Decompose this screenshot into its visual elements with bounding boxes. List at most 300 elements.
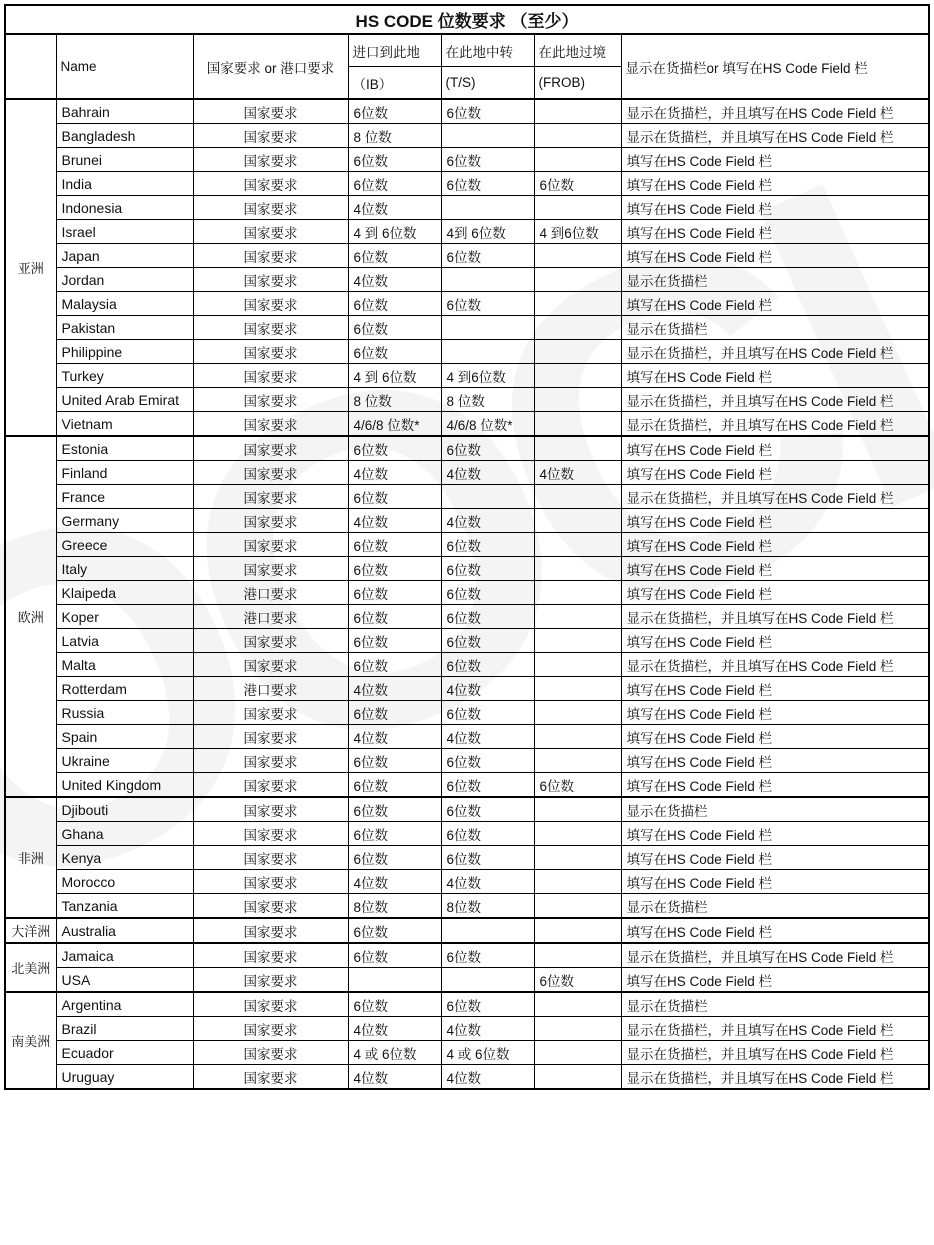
- header-row-1: [5, 34, 929, 67]
- display-rule-cell: 填写在HS Code Field 栏: [621, 364, 929, 388]
- import-digits-cell: 6位数: [348, 773, 441, 798]
- frob-digits-cell: 6位数: [534, 773, 621, 798]
- requirement-cell: 国家要求: [193, 1041, 348, 1065]
- display-rule-cell: 填写在HS Code Field 栏: [621, 220, 929, 244]
- transship-digits-cell: 4 到6位数: [441, 364, 534, 388]
- table-row: [5, 605, 929, 629]
- requirement-cell: 国家要求: [193, 725, 348, 749]
- transship-digits-cell: 6位数: [441, 292, 534, 316]
- frob-digits-cell: [534, 605, 621, 629]
- import-digits-cell: 6位数: [348, 316, 441, 340]
- table-row: [5, 701, 929, 725]
- display-rule-cell: 填写在HS Code Field 栏: [621, 968, 929, 993]
- display-rule-cell: 显示在货描栏，并且填写在HS Code Field 栏: [621, 340, 929, 364]
- requirement-cell: 港口要求: [193, 605, 348, 629]
- frob-digits-cell: [534, 677, 621, 701]
- requirement-cell: 国家要求: [193, 388, 348, 412]
- country-name-cell: Morocco: [56, 870, 193, 894]
- transship-digits-cell: [441, 268, 534, 292]
- requirement-cell: 国家要求: [193, 533, 348, 557]
- country-name-cell: Koper: [56, 605, 193, 629]
- display-rule-cell: 填写在HS Code Field 栏: [621, 244, 929, 268]
- frob-digits-cell: [534, 316, 621, 340]
- frob-digits-cell: [534, 629, 621, 653]
- table-row: [5, 677, 929, 701]
- frob-digits-cell: [534, 485, 621, 509]
- requirement-cell: 国家要求: [193, 653, 348, 677]
- transship-digits-cell: 4位数: [441, 1017, 534, 1041]
- import-digits-cell: 6位数: [348, 992, 441, 1017]
- header-region: [5, 34, 56, 99]
- frob-digits-cell: [534, 653, 621, 677]
- table-row: [5, 1041, 929, 1065]
- import-digits-cell: 4位数: [348, 1065, 441, 1090]
- transship-digits-cell: 6位数: [441, 605, 534, 629]
- requirement-cell: 国家要求: [193, 220, 348, 244]
- region-label: 大洋洲: [5, 918, 56, 943]
- frob-digits-cell: [534, 436, 621, 461]
- frob-digits-cell: [534, 533, 621, 557]
- transship-digits-cell: 6位数: [441, 749, 534, 773]
- display-rule-cell: 显示在货描栏，并且填写在HS Code Field 栏: [621, 485, 929, 509]
- requirement-cell: 国家要求: [193, 509, 348, 533]
- frob-digits-cell: [534, 870, 621, 894]
- country-name-cell: Djibouti: [56, 797, 193, 822]
- country-name-cell: France: [56, 485, 193, 509]
- frob-digits-cell: [534, 292, 621, 316]
- display-rule-cell: 显示在货描栏，并且填写在HS Code Field 栏: [621, 124, 929, 148]
- import-digits-cell: 4 到 6位数: [348, 364, 441, 388]
- requirement-cell: 国家要求: [193, 749, 348, 773]
- country-name-cell: Germany: [56, 509, 193, 533]
- requirement-cell: 国家要求: [193, 461, 348, 485]
- requirement-cell: 国家要求: [193, 340, 348, 364]
- header-requirement: 国家要求 or 港口要求: [193, 34, 348, 99]
- transship-digits-cell: 8 位数: [441, 388, 534, 412]
- frob-digits-cell: [534, 581, 621, 605]
- requirement-cell: 国家要求: [193, 172, 348, 196]
- import-digits-cell: 4位数: [348, 1017, 441, 1041]
- requirement-cell: 国家要求: [193, 870, 348, 894]
- transship-digits-cell: 4/6/8 位数*: [441, 412, 534, 437]
- transship-digits-cell: 4位数: [441, 677, 534, 701]
- table-row: [5, 1065, 929, 1090]
- import-digits-cell: 6位数: [348, 605, 441, 629]
- display-rule-cell: 显示在货描栏，并且填写在HS Code Field 栏: [621, 1041, 929, 1065]
- display-rule-cell: 显示在货描栏，并且填写在HS Code Field 栏: [621, 653, 929, 677]
- display-rule-cell: 填写在HS Code Field 栏: [621, 292, 929, 316]
- requirement-cell: 国家要求: [193, 316, 348, 340]
- header-frob-abbr: (FROB): [534, 67, 621, 100]
- table-row: [5, 797, 929, 822]
- import-digits-cell: 8 位数: [348, 124, 441, 148]
- requirement-cell: 国家要求: [193, 797, 348, 822]
- frob-digits-cell: [534, 388, 621, 412]
- import-digits-cell: 6位数: [348, 653, 441, 677]
- hs-code-table: [4, 4, 930, 1090]
- import-digits-cell: 6位数: [348, 244, 441, 268]
- country-name-cell: Bahrain: [56, 99, 193, 124]
- country-name-cell: Italy: [56, 557, 193, 581]
- requirement-cell: 国家要求: [193, 364, 348, 388]
- import-digits-cell: 6位数: [348, 436, 441, 461]
- transship-digits-cell: 6位数: [441, 244, 534, 268]
- transship-digits-cell: 6位数: [441, 822, 534, 846]
- table-row: [5, 557, 929, 581]
- requirement-cell: 国家要求: [193, 268, 348, 292]
- display-rule-cell: 填写在HS Code Field 栏: [621, 148, 929, 172]
- frob-digits-cell: 6位数: [534, 968, 621, 993]
- transship-digits-cell: 6位数: [441, 557, 534, 581]
- table-row: [5, 822, 929, 846]
- import-digits-cell: 6位数: [348, 148, 441, 172]
- country-name-cell: Kenya: [56, 846, 193, 870]
- country-name-cell: Pakistan: [56, 316, 193, 340]
- table-row: [5, 846, 929, 870]
- import-digits-cell: 6位数: [348, 701, 441, 725]
- import-digits-cell: 6位数: [348, 557, 441, 581]
- table-row: [5, 412, 929, 437]
- requirement-cell: 国家要求: [193, 124, 348, 148]
- table-row: [5, 292, 929, 316]
- display-rule-cell: 填写在HS Code Field 栏: [621, 846, 929, 870]
- country-name-cell: Australia: [56, 918, 193, 943]
- country-name-cell: India: [56, 172, 193, 196]
- import-digits-cell: 6位数: [348, 797, 441, 822]
- display-rule-cell: 显示在货描栏: [621, 992, 929, 1017]
- frob-digits-cell: 4 到6位数: [534, 220, 621, 244]
- country-name-cell: Rotterdam: [56, 677, 193, 701]
- requirement-cell: 国家要求: [193, 412, 348, 437]
- frob-digits-cell: [534, 124, 621, 148]
- country-name-cell: Greece: [56, 533, 193, 557]
- transship-digits-cell: 6位数: [441, 99, 534, 124]
- import-digits-cell: 6位数: [348, 292, 441, 316]
- requirement-cell: 国家要求: [193, 894, 348, 919]
- country-name-cell: Uruguay: [56, 1065, 193, 1090]
- table-row: [5, 124, 929, 148]
- requirement-cell: 国家要求: [193, 968, 348, 993]
- display-rule-cell: 填写在HS Code Field 栏: [621, 870, 929, 894]
- frob-digits-cell: [534, 1065, 621, 1090]
- transship-digits-cell: 6位数: [441, 992, 534, 1017]
- display-rule-cell: 填写在HS Code Field 栏: [621, 172, 929, 196]
- import-digits-cell: 6位数: [348, 822, 441, 846]
- transship-digits-cell: [441, 124, 534, 148]
- frob-digits-cell: [534, 412, 621, 437]
- country-name-cell: Brazil: [56, 1017, 193, 1041]
- display-rule-cell: 填写在HS Code Field 栏: [621, 509, 929, 533]
- transship-digits-cell: 6位数: [441, 581, 534, 605]
- table-row: [5, 268, 929, 292]
- transship-digits-cell: 6位数: [441, 773, 534, 798]
- transship-digits-cell: 4位数: [441, 509, 534, 533]
- transship-digits-cell: [441, 340, 534, 364]
- country-name-cell: Philippine: [56, 340, 193, 364]
- table-row: [5, 1017, 929, 1041]
- country-name-cell: Estonia: [56, 436, 193, 461]
- import-digits-cell: 4位数: [348, 725, 441, 749]
- transship-digits-cell: 6位数: [441, 629, 534, 653]
- display-rule-cell: 填写在HS Code Field 栏: [621, 557, 929, 581]
- import-digits-cell: 6位数: [348, 581, 441, 605]
- display-rule-cell: 显示在货描栏，并且填写在HS Code Field 栏: [621, 1017, 929, 1041]
- transship-digits-cell: [441, 918, 534, 943]
- header-display-rule: 显示在货描栏or 填写在HS Code Field 栏: [621, 34, 929, 99]
- table-row: [5, 244, 929, 268]
- display-rule-cell: 填写在HS Code Field 栏: [621, 725, 929, 749]
- header-name: Name: [56, 34, 193, 99]
- requirement-cell: 国家要求: [193, 918, 348, 943]
- table-row: [5, 653, 929, 677]
- display-rule-cell: 填写在HS Code Field 栏: [621, 629, 929, 653]
- header-frob: 在此地过境: [534, 34, 621, 67]
- country-name-cell: Malta: [56, 653, 193, 677]
- country-name-cell: Klaipeda: [56, 581, 193, 605]
- region-label: 南美洲: [5, 992, 56, 1089]
- display-rule-cell: 填写在HS Code Field 栏: [621, 773, 929, 798]
- frob-digits-cell: [534, 99, 621, 124]
- table-row: [5, 581, 929, 605]
- display-rule-cell: 显示在货描栏: [621, 894, 929, 919]
- frob-digits-cell: [534, 894, 621, 919]
- transship-digits-cell: 6位数: [441, 148, 534, 172]
- display-rule-cell: 填写在HS Code Field 栏: [621, 196, 929, 220]
- display-rule-cell: 填写在HS Code Field 栏: [621, 436, 929, 461]
- requirement-cell: 国家要求: [193, 773, 348, 798]
- import-digits-cell: 6位数: [348, 340, 441, 364]
- requirement-cell: 国家要求: [193, 846, 348, 870]
- import-digits-cell: 4位数: [348, 196, 441, 220]
- frob-digits-cell: [534, 557, 621, 581]
- country-name-cell: Japan: [56, 244, 193, 268]
- country-name-cell: Bangladesh: [56, 124, 193, 148]
- table-row: [5, 773, 929, 798]
- transship-digits-cell: 8位数: [441, 894, 534, 919]
- display-rule-cell: 填写在HS Code Field 栏: [621, 533, 929, 557]
- import-digits-cell: 6位数: [348, 172, 441, 196]
- frob-digits-cell: [534, 797, 621, 822]
- import-digits-cell: 6位数: [348, 629, 441, 653]
- display-rule-cell: 填写在HS Code Field 栏: [621, 749, 929, 773]
- frob-digits-cell: 6位数: [534, 172, 621, 196]
- requirement-cell: 国家要求: [193, 629, 348, 653]
- transship-digits-cell: [441, 485, 534, 509]
- import-digits-cell: 4/6/8 位数*: [348, 412, 441, 437]
- frob-digits-cell: [534, 725, 621, 749]
- table-row: [5, 316, 929, 340]
- transship-digits-cell: 6位数: [441, 436, 534, 461]
- import-digits-cell: 4 或 6位数: [348, 1041, 441, 1065]
- import-digits-cell: 6位数: [348, 918, 441, 943]
- table-row: [5, 509, 929, 533]
- table-row: [5, 992, 929, 1017]
- requirement-cell: 国家要求: [193, 1017, 348, 1041]
- table-title: HS CODE 位数要求 （至少）: [5, 5, 929, 34]
- requirement-cell: 国家要求: [193, 436, 348, 461]
- display-rule-cell: 填写在HS Code Field 栏: [621, 581, 929, 605]
- country-name-cell: Russia: [56, 701, 193, 725]
- table-row: [5, 629, 929, 653]
- import-digits-cell: 4位数: [348, 677, 441, 701]
- country-name-cell: United Arab Emirat: [56, 388, 193, 412]
- country-name-cell: Jordan: [56, 268, 193, 292]
- table-row: [5, 148, 929, 172]
- table-row: [5, 725, 929, 749]
- table-row: [5, 220, 929, 244]
- transship-digits-cell: 4到 6位数: [441, 220, 534, 244]
- country-name-cell: USA: [56, 968, 193, 993]
- import-digits-cell: 8位数: [348, 894, 441, 919]
- import-digits-cell: [348, 968, 441, 993]
- frob-digits-cell: 4位数: [534, 461, 621, 485]
- country-name-cell: Tanzania: [56, 894, 193, 919]
- transship-digits-cell: 4位数: [441, 870, 534, 894]
- display-rule-cell: 显示在货描栏，并且填写在HS Code Field 栏: [621, 1065, 929, 1090]
- transship-digits-cell: 6位数: [441, 701, 534, 725]
- requirement-cell: 港口要求: [193, 581, 348, 605]
- table-row: [5, 918, 929, 943]
- frob-digits-cell: [534, 1041, 621, 1065]
- transship-digits-cell: 6位数: [441, 943, 534, 968]
- country-name-cell: Indonesia: [56, 196, 193, 220]
- table-row: [5, 870, 929, 894]
- table-row: [5, 968, 929, 993]
- table-body: [5, 99, 929, 1089]
- country-name-cell: Ecuador: [56, 1041, 193, 1065]
- import-digits-cell: 6位数: [348, 99, 441, 124]
- table-row: [5, 196, 929, 220]
- country-name-cell: Finland: [56, 461, 193, 485]
- requirement-cell: 国家要求: [193, 292, 348, 316]
- header-import-abbr: （IB）: [348, 67, 441, 100]
- country-name-cell: Turkey: [56, 364, 193, 388]
- display-rule-cell: 填写在HS Code Field 栏: [621, 822, 929, 846]
- frob-digits-cell: [534, 992, 621, 1017]
- requirement-cell: 国家要求: [193, 1065, 348, 1090]
- requirement-cell: 国家要求: [193, 943, 348, 968]
- country-name-cell: Spain: [56, 725, 193, 749]
- header-transship-abbr: (T/S): [441, 67, 534, 100]
- requirement-cell: 国家要求: [193, 485, 348, 509]
- frob-digits-cell: [534, 1017, 621, 1041]
- table-row: [5, 894, 929, 919]
- import-digits-cell: 6位数: [348, 485, 441, 509]
- transship-digits-cell: 6位数: [441, 797, 534, 822]
- import-digits-cell: 4 到 6位数: [348, 220, 441, 244]
- country-name-cell: Israel: [56, 220, 193, 244]
- frob-digits-cell: [534, 148, 621, 172]
- import-digits-cell: 8 位数: [348, 388, 441, 412]
- frob-digits-cell: [534, 509, 621, 533]
- region-label: 非洲: [5, 797, 56, 918]
- header-transship: 在此地中转: [441, 34, 534, 67]
- requirement-cell: 国家要求: [193, 99, 348, 124]
- import-digits-cell: 4位数: [348, 509, 441, 533]
- table-row: [5, 388, 929, 412]
- display-rule-cell: 填写在HS Code Field 栏: [621, 677, 929, 701]
- table-row: [5, 749, 929, 773]
- country-name-cell: Argentina: [56, 992, 193, 1017]
- frob-digits-cell: [534, 822, 621, 846]
- display-rule-cell: 填写在HS Code Field 栏: [621, 461, 929, 485]
- display-rule-cell: 显示在货描栏，并且填写在HS Code Field 栏: [621, 99, 929, 124]
- import-digits-cell: 6位数: [348, 749, 441, 773]
- display-rule-cell: 填写在HS Code Field 栏: [621, 918, 929, 943]
- table-row: [5, 340, 929, 364]
- display-rule-cell: 填写在HS Code Field 栏: [621, 701, 929, 725]
- frob-digits-cell: [534, 846, 621, 870]
- requirement-cell: 国家要求: [193, 148, 348, 172]
- import-digits-cell: 4位数: [348, 268, 441, 292]
- display-rule-cell: 显示在货描栏，并且填写在HS Code Field 栏: [621, 605, 929, 629]
- transship-digits-cell: 4位数: [441, 1065, 534, 1090]
- frob-digits-cell: [534, 943, 621, 968]
- display-rule-cell: 显示在货描栏: [621, 316, 929, 340]
- table-title-row: [5, 5, 929, 34]
- transship-digits-cell: 6位数: [441, 172, 534, 196]
- table-row: [5, 436, 929, 461]
- transship-digits-cell: [441, 316, 534, 340]
- frob-digits-cell: [534, 268, 621, 292]
- country-name-cell: Ukraine: [56, 749, 193, 773]
- header-import: 进口到此地: [348, 34, 441, 67]
- import-digits-cell: 6位数: [348, 943, 441, 968]
- transship-digits-cell: 6位数: [441, 653, 534, 677]
- requirement-cell: 国家要求: [193, 992, 348, 1017]
- requirement-cell: 国家要求: [193, 557, 348, 581]
- country-name-cell: Latvia: [56, 629, 193, 653]
- requirement-cell: 国家要求: [193, 822, 348, 846]
- country-name-cell: Jamaica: [56, 943, 193, 968]
- table-row: [5, 485, 929, 509]
- table-row: [5, 533, 929, 557]
- requirement-cell: 国家要求: [193, 701, 348, 725]
- frob-digits-cell: [534, 364, 621, 388]
- country-name-cell: Brunei: [56, 148, 193, 172]
- frob-digits-cell: [534, 701, 621, 725]
- region-label: 欧洲: [5, 436, 56, 797]
- frob-digits-cell: [534, 918, 621, 943]
- table-row: [5, 99, 929, 124]
- frob-digits-cell: [534, 244, 621, 268]
- import-digits-cell: 4位数: [348, 870, 441, 894]
- frob-digits-cell: [534, 340, 621, 364]
- frob-digits-cell: [534, 749, 621, 773]
- transship-digits-cell: 6位数: [441, 846, 534, 870]
- region-label: 亚洲: [5, 99, 56, 436]
- import-digits-cell: 6位数: [348, 533, 441, 557]
- table-row: [5, 172, 929, 196]
- requirement-cell: 国家要求: [193, 196, 348, 220]
- display-rule-cell: 显示在货描栏，并且填写在HS Code Field 栏: [621, 943, 929, 968]
- display-rule-cell: 显示在货描栏: [621, 268, 929, 292]
- table-row: [5, 461, 929, 485]
- table-row: [5, 943, 929, 968]
- transship-digits-cell: 4位数: [441, 461, 534, 485]
- country-name-cell: Ghana: [56, 822, 193, 846]
- transship-digits-cell: 4 或 6位数: [441, 1041, 534, 1065]
- transship-digits-cell: 6位数: [441, 533, 534, 557]
- transship-digits-cell: 4位数: [441, 725, 534, 749]
- display-rule-cell: 显示在货描栏，并且填写在HS Code Field 栏: [621, 388, 929, 412]
- table-row: [5, 364, 929, 388]
- transship-digits-cell: [441, 196, 534, 220]
- country-name-cell: United Kingdom: [56, 773, 193, 798]
- display-rule-cell: 显示在货描栏: [621, 797, 929, 822]
- requirement-cell: 国家要求: [193, 244, 348, 268]
- display-rule-cell: 显示在货描栏，并且填写在HS Code Field 栏: [621, 412, 929, 437]
